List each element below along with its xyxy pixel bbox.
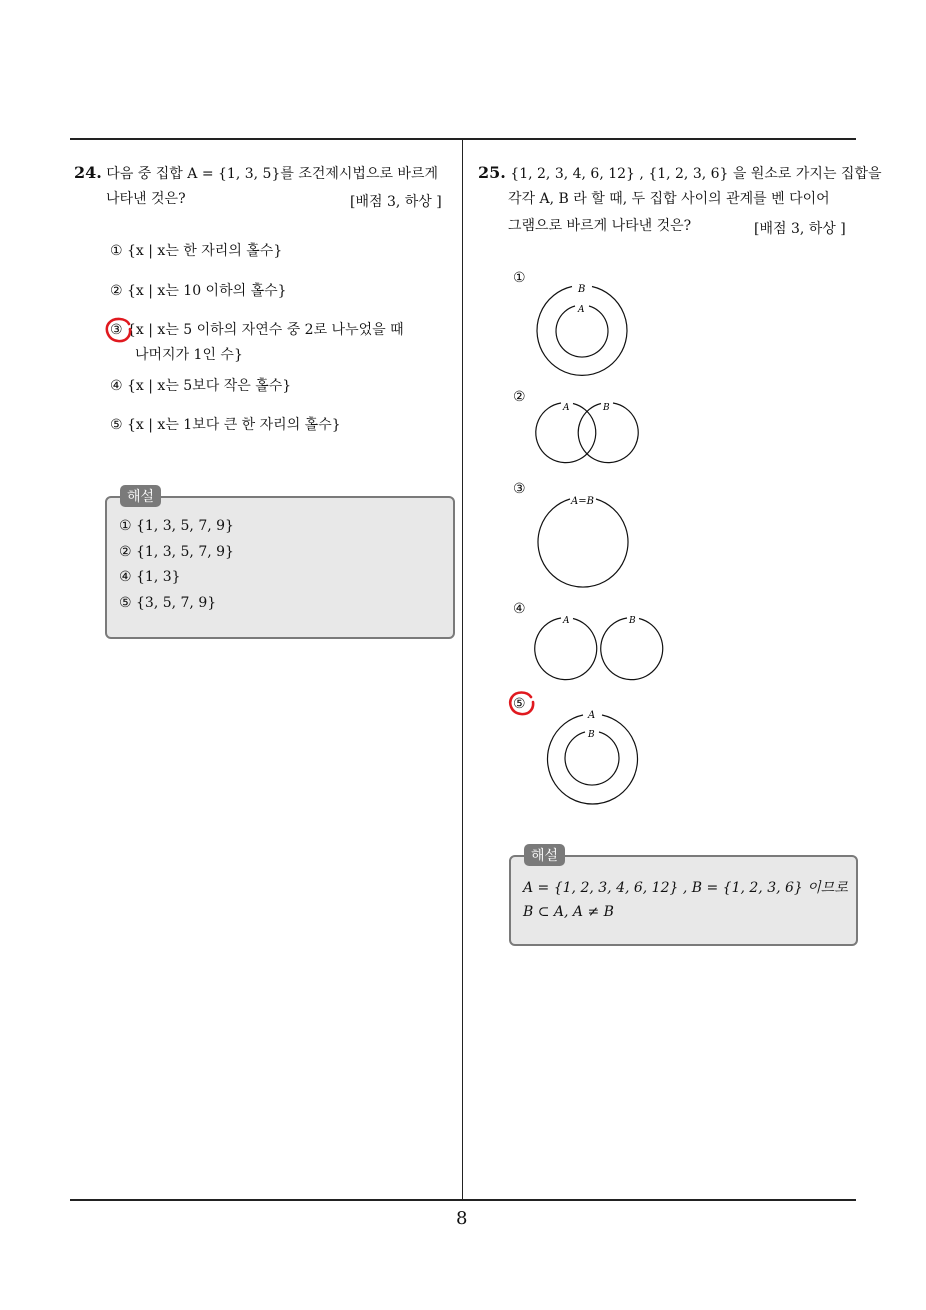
- q25-choice-5-mark[interactable]: ⑤: [513, 696, 526, 712]
- q25-text-line3: 그램으로 바르게 나타낸 것은?: [508, 218, 692, 234]
- venn-diagram-1: [530, 280, 640, 380]
- q25-choice-1-mark[interactable]: ①: [513, 270, 526, 286]
- venn-diagram-3: [530, 492, 640, 592]
- venn1-label-A: A: [578, 305, 585, 315]
- venn-diagram-4: [530, 612, 670, 687]
- venn4-circle-A: [535, 618, 597, 680]
- q24-solution-tag: 해설: [120, 485, 161, 507]
- q25-number: 25.: [478, 163, 506, 182]
- q25-choice-2-mark[interactable]: ②: [513, 389, 526, 405]
- q25-text-line2: 각각 A, B 라 할 때, 두 집합 사이의 관계를 벤 다이어: [508, 191, 830, 207]
- q25-solution-line: B ⊂ A, A ≠ B: [523, 904, 614, 920]
- page-number: 8: [456, 1208, 468, 1229]
- venn1-label-B: B: [578, 284, 586, 295]
- q25-stem: [478, 160, 882, 187]
- q24-choice-3[interactable]: ③ {x | x는 5 이하의 자연수 중 2로 나누었을 때: [110, 322, 404, 338]
- bottom-rule: [70, 1199, 856, 1201]
- q24-choice-2[interactable]: ② {x | x는 10 이하의 홀수}: [110, 283, 287, 299]
- q24-solution-line: ② {1, 3, 5, 7, 9}: [119, 544, 234, 560]
- q24-choice-1[interactable]: ① {x | x는 한 자리의 홀수}: [110, 243, 283, 259]
- q24-solution-line: ④ {1, 3}: [119, 569, 181, 585]
- q24-stem: [74, 160, 438, 187]
- q24-choice-3-cont: 나머지가 1인 수}: [135, 347, 243, 363]
- q25-choice-3-mark[interactable]: ③: [513, 481, 526, 497]
- venn4-label-B: B: [629, 616, 636, 626]
- venn3-circle: [538, 499, 628, 587]
- q24-choice-4[interactable]: ④ {x | x는 5보다 작은 홀수}: [110, 378, 292, 394]
- venn-diagram-5: [540, 707, 650, 807]
- q25-solution-tag: 해설: [524, 844, 565, 866]
- q25-answer-mark-icon: [507, 690, 537, 718]
- q25-solution-box: [509, 855, 858, 946]
- venn2-label-B: B: [603, 403, 610, 413]
- q24-text-line1: 다음 중 집합 A = {1, 3, 5}를 조건제시법으로 바르게: [106, 166, 439, 182]
- venn-diagram-2: [530, 398, 645, 473]
- q25-choice-4-mark[interactable]: ④: [513, 601, 526, 617]
- venn4-label-A: A: [563, 616, 570, 626]
- venn5-outer-circle: [548, 715, 638, 804]
- top-rule: [70, 138, 856, 140]
- q24-meta: [배점 3, 하상 ]: [350, 194, 442, 210]
- column-divider: [462, 139, 463, 1201]
- q24-choice-5[interactable]: ⑤ {x | x는 1보다 큰 한 자리의 홀수}: [110, 417, 341, 433]
- q24-solution-line: ① {1, 3, 5, 7, 9}: [119, 518, 234, 534]
- q24-number: 24.: [74, 163, 102, 182]
- venn2-label-A: A: [563, 403, 570, 413]
- venn4-circle-B: [601, 618, 663, 680]
- venn3-label-AeqB: A=B: [571, 496, 594, 507]
- q24-solution-line: ⑤ {3, 5, 7, 9}: [119, 595, 217, 611]
- venn5-label-B: B: [588, 730, 595, 740]
- q25-solution-line: A = {1, 2, 3, 4, 6, 12} , B = {1, 2, 3, 6} 이므로: [523, 880, 848, 896]
- q25-text-line1: {1, 2, 3, 4, 6, 12} , {1, 2, 3, 6} 을 원소로 가지는 집합을: [510, 166, 882, 182]
- q25-meta: [배점 3, 하상 ]: [754, 221, 846, 237]
- q24-answer-mark-icon: [104, 316, 134, 344]
- venn5-label-A: A: [588, 710, 596, 721]
- q24-text-line2: 나타낸 것은?: [106, 191, 186, 207]
- venn1-outer-circle: [537, 287, 627, 376]
